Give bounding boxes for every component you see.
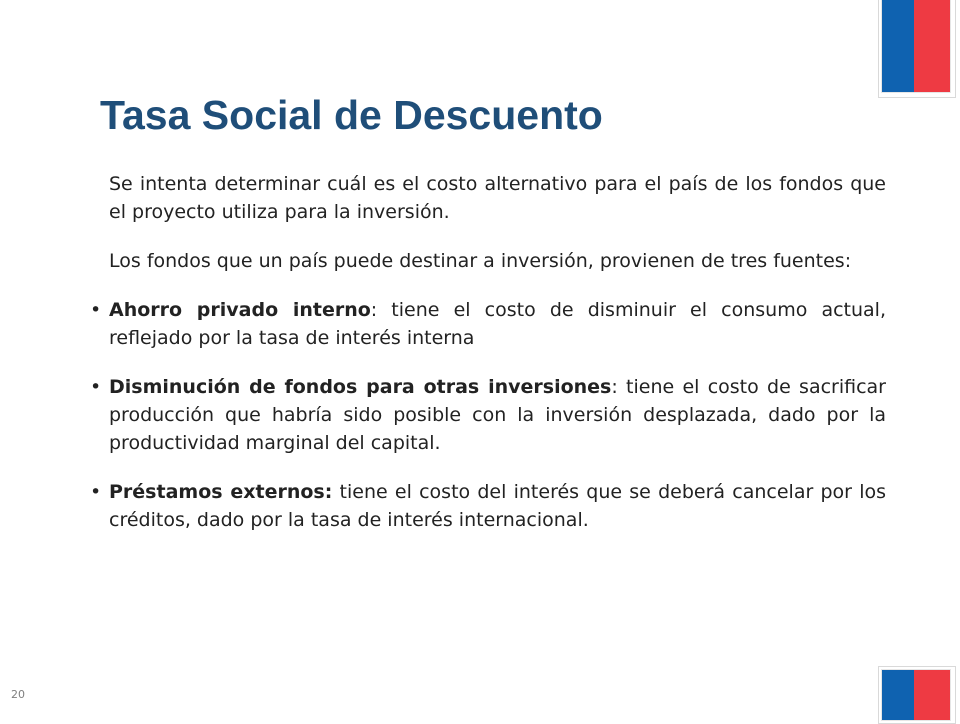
flag-blue-stripe [882, 0, 914, 92]
slide-body [90, 170, 886, 555]
intro-paragraph: Se intenta determinar cuál es el costo alternativo para el país de los fondos que el proyecto utiliza para la inversión. [109, 173, 886, 223]
bullet-term: Ahorro privado interno [109, 299, 371, 321]
bullet-marker: • [90, 299, 102, 321]
bullet-text: : tiene el costo de sacrificar producción que habría sido posible con la inversión desplazada, dado por la productividad marginal del capital. [109, 376, 886, 454]
slide-title: Tasa Social de Descuento [100, 92, 603, 138]
bullet-item-prestamos [90, 478, 887, 534]
bullet-marker: • [90, 481, 102, 503]
flag-blue-stripe [882, 670, 914, 720]
page-number: 20 [11, 688, 25, 701]
sources-paragraph: Los fondos que un país puede destinar a inversión, provienen de tres fuentes: [109, 250, 852, 272]
bullet-term: Préstamos externos: [109, 481, 333, 503]
chile-flag-stripes-top [882, 0, 950, 92]
flag-red-stripe [914, 0, 950, 92]
bullet-item-ahorro [90, 296, 886, 352]
bullet-text: : tiene el costo de disminuir el consumo actual, reflejado por la tasa de interés interna [109, 299, 886, 349]
bullet-marker: • [90, 376, 102, 398]
chile-flag-stripes-bottom [882, 670, 950, 720]
bullet-term: Disminución de fondos para otras inversiones [109, 376, 612, 398]
bullet-item-disminucion [90, 373, 886, 457]
bullet-text: tiene el costo del interés que se deberá cancelar por los créditos, dado por la tasa de interés internacional. [109, 481, 887, 531]
flag-red-stripe [914, 670, 950, 720]
